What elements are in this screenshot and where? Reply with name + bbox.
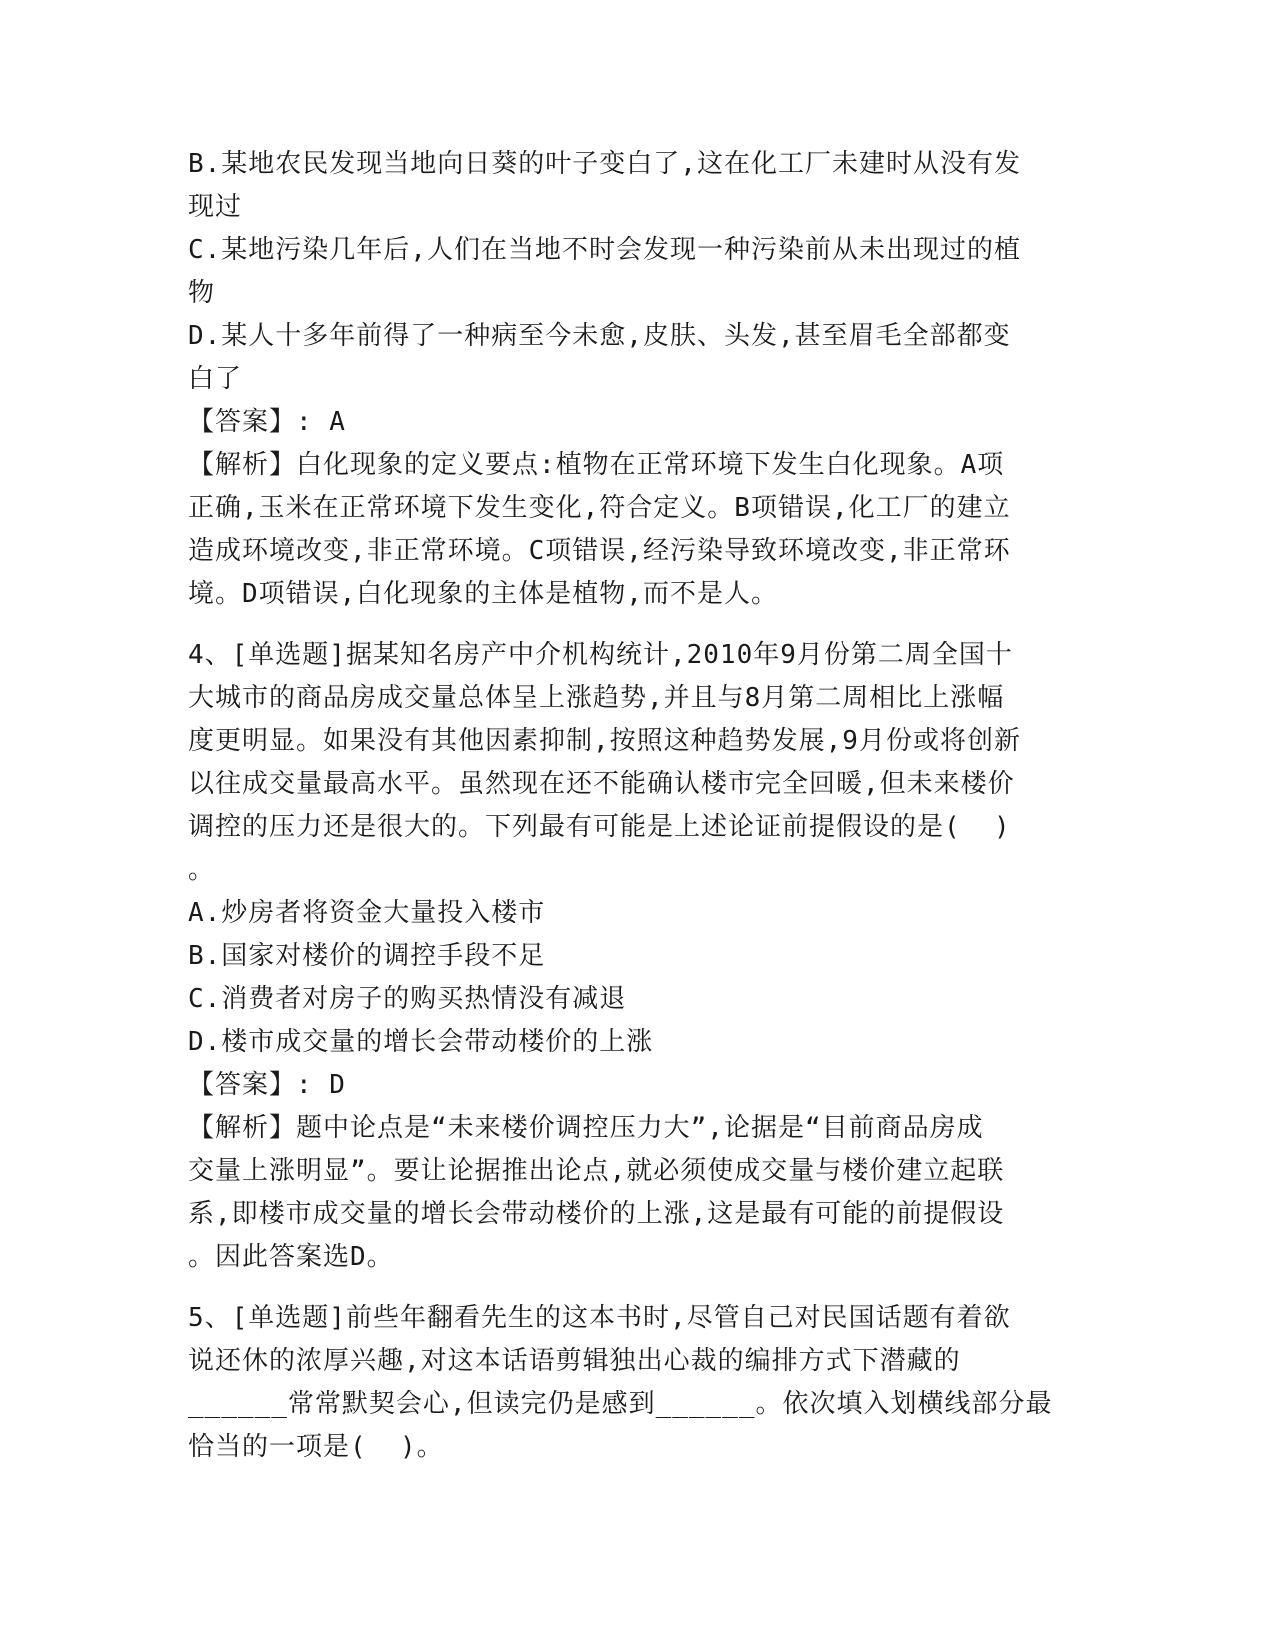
question-stem-line-6: 。 bbox=[188, 855, 216, 885]
analysis-line-1: 【解析】题中论点是“未来楼价调控压力大”,论据是“目前商品房成 bbox=[188, 1113, 984, 1143]
question-stem-line-1: 5、[单选题]前些年翻看先生的这本书时,尽管自己对民国话题有着欲 bbox=[188, 1303, 1011, 1333]
option-c-line-1: C.某地污染几年后,人们在当地不时会发现一种污染前从未出现过的植 bbox=[188, 235, 1021, 265]
answer-line: 【答案】: D bbox=[188, 1070, 346, 1100]
option-d-line-1: D.某人十多年前得了一种病至今未愈,皮肤、头发,甚至眉毛全部都变 bbox=[188, 321, 1011, 351]
question-stem-line-5: 调控的压力还是很大的。下列最有可能是上述论证前提假设的是( ) bbox=[188, 812, 1011, 842]
option-d-line-2: 白了 bbox=[188, 364, 243, 394]
analysis-line-2: 正确,玉米在正常环境下发生变化,符合定义。B项错误,化工厂的建立 bbox=[188, 493, 1011, 523]
question-stem-line-4: 恰当的一项是( )。 bbox=[188, 1432, 444, 1462]
option-b-line-1: B.某地农民发现当地向日葵的叶子变白了,这在化工厂未建时从没有发 bbox=[188, 149, 1021, 179]
analysis-line-3: 造成环境改变,非正常环境。C项错误,经污染导致环境改变,非正常环 bbox=[188, 536, 1011, 566]
question-stem-line-2: 说还休的浓厚兴趣,对这本话语剪辑独出心裁的编排方式下潜藏的 bbox=[188, 1346, 961, 1376]
option-c-line-2: 物 bbox=[188, 278, 216, 308]
question-stem-line-1: 4、[单选题]据某知名房产中介机构统计,2010年9月份第二周全国十 bbox=[188, 640, 1013, 670]
analysis-line-4: 。因此答案选D。 bbox=[188, 1242, 394, 1272]
option-b: B.国家对楼价的调控手段不足 bbox=[188, 941, 546, 971]
analysis-line-4: 境。D项错误,白化现象的主体是植物,而不是人。 bbox=[188, 579, 778, 609]
question-5 bbox=[188, 1297, 1088, 1469]
question-stem-line-3: 度更明显。如果没有其他因素抑制,按照这种趋势发展,9月份或将创新 bbox=[188, 726, 1021, 756]
option-a: A.炒房者将资金大量投入楼市 bbox=[188, 898, 546, 928]
question-4 bbox=[188, 634, 1088, 1279]
question-stem-line-4: 以往成交量最高水平。虽然现在还不能确认楼市完全回暖,但未来楼价 bbox=[188, 769, 1015, 799]
question-stem-line-2: 大城市的商品房成交量总体呈上涨趋势,并且与8月第二周相比上涨幅 bbox=[188, 683, 1005, 713]
option-b-line-2: 现过 bbox=[188, 192, 243, 222]
question-stem-line-3: ______常常默契会心,但读完仍是感到______。依次填入划横线部分最 bbox=[188, 1389, 1053, 1419]
option-c: C.消费者对房子的购买热情没有减退 bbox=[188, 984, 627, 1014]
analysis-line-2: 交量上涨明显”。要让论据推出论点,就必须使成交量与楼价建立起联 bbox=[188, 1156, 1005, 1186]
analysis-line-3: 系,即楼市成交量的增长会带动楼价的上涨,这是最有可能的前提假设 bbox=[188, 1199, 1005, 1229]
question-3-continued bbox=[188, 143, 1088, 616]
answer-line: 【答案】: A bbox=[188, 407, 346, 437]
document-page bbox=[188, 143, 1088, 1469]
analysis-line-1: 【解析】白化现象的定义要点:植物在正常环境下发生白化现象。A项 bbox=[188, 450, 1005, 480]
option-d: D.楼市成交量的增长会带动楼价的上涨 bbox=[188, 1027, 654, 1057]
